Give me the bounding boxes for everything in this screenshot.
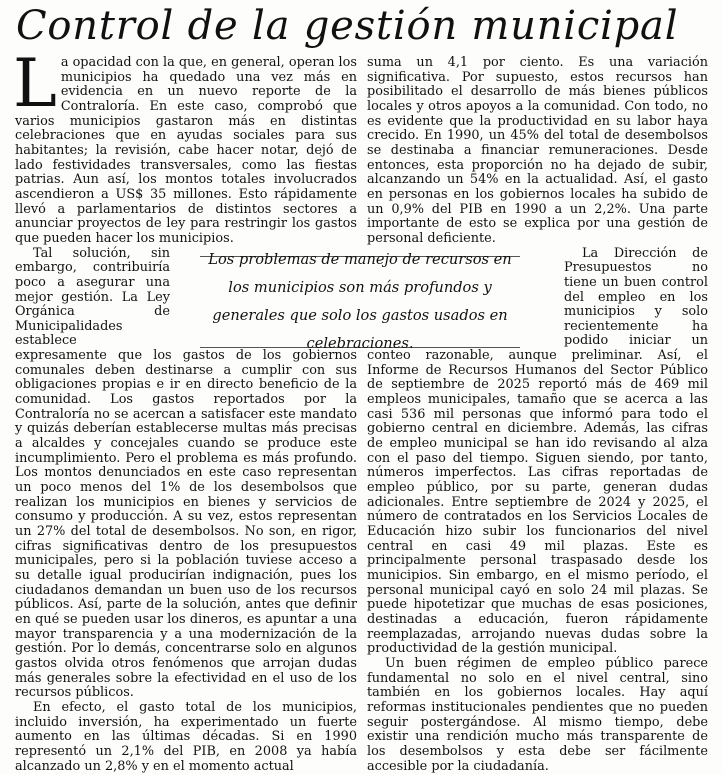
left-column bbox=[13, 45, 357, 774]
paragraph: Tal solución, sin embargo, contribuiría poco a asegurar una mejor gestión. La Ley Orgánica de Municipalidades establece expresamente que los gastos de los gobiernos comunales deben destinarse a cumplir con sus obligaciones propias e ir en directo beneficio de la comunidad. Los gastos reportados por la Contraloría no se acercan a satisfacer este mandato y quizás deberían establecerse multas más precisas a alcaldes y concejales cuando se produce este incumplimiento. Pero el problema es más profundo. Los montos denunciados en este caso representan un poco menos del 1% de los desembolsos que realizan los municipios en bienes y servicios de consumo y producción. A su vez, estos representan un 27% del total de desembolsos. No son, en rigor, cifras significativas dentro de los presupuestos municipales, pero si la población tuviese acceso a su detalle igual producirían indignación, pues los ciudadanos demandan un buen uso de los recursos públicos. Así, parte de la solución, antes que definir en qué se pueden usar los dineros, es apuntar a una mayor transparencia y a una modernización de la gestión. Por lo demás, concentrarse solo en algunos gastos olvida otros fenómenos que arrojan dudas más generales sobre la efectividad en el uso de los recursos públicos. bbox=[15, 245, 357, 701]
paragraph: La opacidad con la que, en general, operan los municipios ha quedado una vez más en evidencia en un nuevo reporte de la Contraloría. En este caso, comprobó que varios municipios gastaron más en distintas celebraciones que en ayudas sociales para sus habitantes; la revisión, cabe hacer notar, dejó de lado festividades transversales, como las fiestas patrias. Aun así, los montos totales involucrados ascendieron a US$ 35 millones. Esto rápidamente llevó a parlamentarios de distintos sectores a anunciar proyectos de ley para restringir los gastos que pueden hacer los municipios. bbox=[13, 45, 357, 246]
pull-quote: Los problemas de manejo de recursos en los municipios son más profundos y generales que solo los gastos usados en celebraciones. bbox=[200, 256, 520, 348]
paragraph: La Dirección de Presupuestos no tiene un buen control del empleo en los municipios y solo recientemente ha podido iniciar un conteo razonable, aunque preliminar. Así, el Informe de Recursos Humanos del Sector Público de septiembre de 2025 reportó más de 469 mil empleos municipales, tamaño que se acerca a las casi 536 mil personas que informó para todo el gobierno central en diciembre. Además, las cifras de empleo municipal se han ido revisando al alza con el paso del tiempo. Siguen siendo, por tanto, números imperfectos. Las cifras reportadas de empleo público, por su parte, generan dudas adicionales. Entre septiembre de 2024 y 2025, el número de contratados en los Servicios Locales de Educación hizo subir los funcionarios del nivel central en casi 49 mil plazas. Este es principalmente personal traspasado desde los municipios. Sin embargo, en el mismo período, el personal municipal cayó en solo 24 mil plazas. Se puede hipotetizar que muchas de esas posiciones, destinadas a educación, fueron rápidamente reemplazadas, arrojando nuevas dudas sobre la productividad de la gestión municipal. bbox=[367, 245, 708, 657]
paragraph: En efecto, el gasto total de los municipios, incluido inversión, ha experimentado un fuerte aumento en las últimas décadas. Si en 1990 representó un 2,1% del PIB, en 2008 ya había alcanzado un 2,8% y en el momento actual bbox=[15, 699, 357, 774]
headline: Control de la gestión municipal bbox=[16, 3, 679, 49]
right-column bbox=[367, 55, 708, 774]
paragraph: Un buen régimen de empleo público parece fundamental no solo en el nivel central, sino también en los gobiernos locales. Hay aquí reformas institucionales pendientes que no pueden seguir postergándose. Al mismo tiempo, debe existir una rendición mucho más transparente de los desembolsos y esta debe ser fácilmente accesible por la ciudadanía. bbox=[367, 655, 708, 774]
paragraph: suma un 4,1 por ciento. Es una variación significativa. Por supuesto, estos recursos han posibilitado el desarrollo de más bienes públicos locales y otros apoyos a la comunidad. Con todo, no es evidente que la productividad en su labor haya crecido. En 1990, un 45% del total de desembolsos se destinaba a financiar remuneraciones. Desde entonces, esta proporción no ha dejado de subir, alcanzando un 54% en la actualidad. Así, el gasto en personas en los gobiernos locales ha subido de un 0,9% del PIB en 1990 a un 2,2%. Una parte importante de esto se explica por una gestión de personal deficiente. bbox=[367, 55, 708, 246]
drop-cap: L bbox=[13, 45, 57, 122]
